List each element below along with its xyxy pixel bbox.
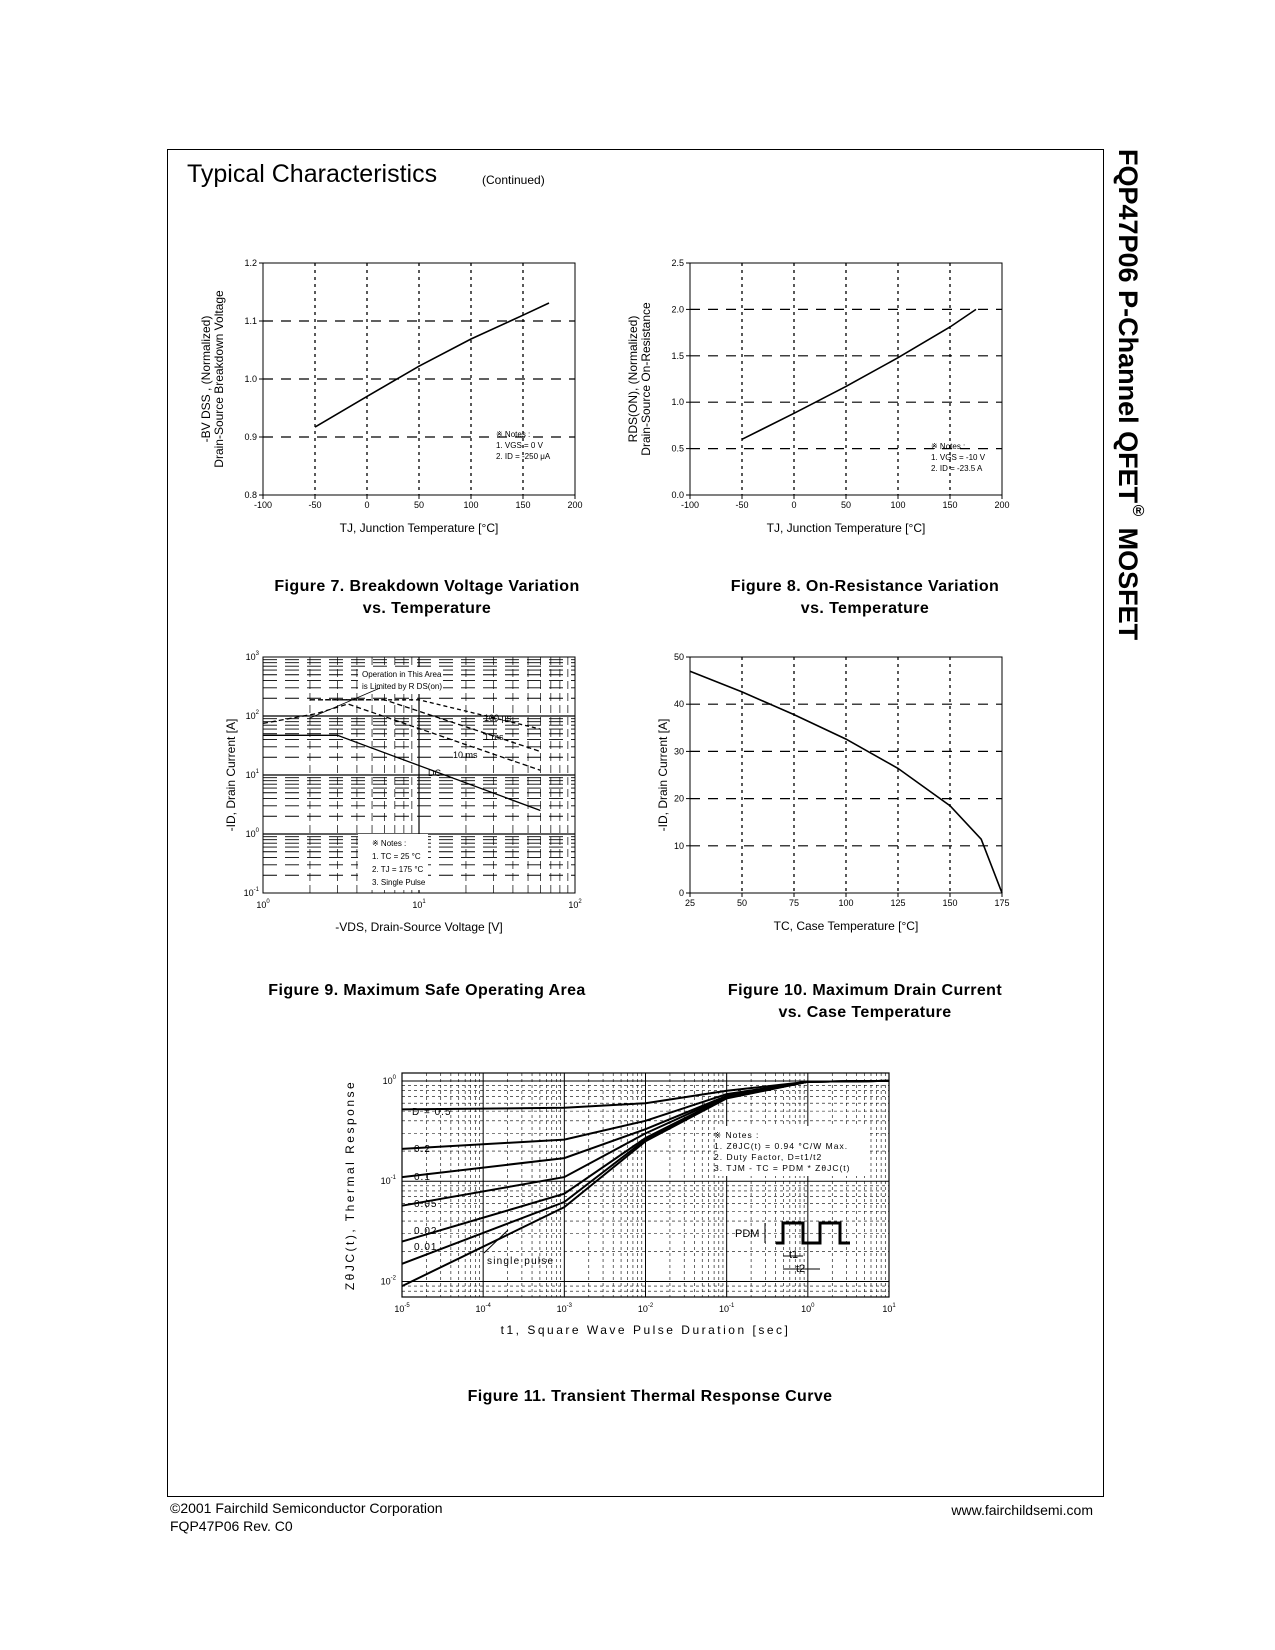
fig11-note: 2. Duty Factor, D=t1/t2 [714, 1152, 823, 1162]
side-part-number: FQP47P06 [1113, 149, 1143, 283]
fig7-ylabel: -BV DSS , (Normalized) [199, 315, 213, 443]
fig9-series-label: 10 ms [453, 750, 478, 760]
fig11-note: 3. TJM - TC = PDM * ZθJC(t) [714, 1163, 851, 1173]
fig10-tick-label-x: 125 [890, 898, 906, 908]
caption-fig11 [400, 1386, 900, 1408]
fig11-tick-label-y: $10^0$ [382, 1074, 396, 1086]
fig8-ylabel-group [626, 302, 653, 456]
fig7-tick-label-x: 100 [463, 500, 479, 510]
fig7-note: 2. ID = -250 μA [496, 452, 551, 461]
fig8-tick-label-x: 50 [840, 500, 852, 510]
fig7-tick-label-y: 0.8 [244, 490, 257, 500]
fig11-note: 1. ZθJC(t) = 0.94 °C/W Max. [714, 1141, 849, 1151]
fig8-tick-label-x: 200 [994, 500, 1010, 510]
fig9-tick-label-x: $10^2$ [568, 899, 582, 910]
fig11-tick-label-x: $10^{-2}$ [637, 1303, 654, 1314]
fig8-series-line [742, 309, 976, 439]
fig8-note: 1. VGS = -10 V [931, 453, 986, 462]
fig11-tick-label-x: $10^{-3}$ [556, 1303, 573, 1314]
side-product-tail: MOSFET [1113, 527, 1143, 641]
fig11-tick-label-x: $10^1$ [882, 1303, 896, 1314]
caption-fig8-line2: vs. Temperature [800, 600, 930, 617]
caption-fig9 [227, 980, 627, 1002]
fig9-note: 1. TC = 25 °C [372, 852, 421, 861]
fig7-tick-label-y: 1.2 [244, 258, 257, 268]
fig11-pulse-waveform [776, 1223, 850, 1243]
side-product-type: P-Channel QFET [1113, 290, 1143, 504]
fig10-ylabel-group [656, 719, 670, 832]
fig10-tick-label-x: 25 [684, 898, 696, 908]
fig11-tick-label-y: $10^{-2}$ [380, 1275, 396, 1287]
fig8-tick-label-x: 100 [890, 500, 906, 510]
fig8-tick-label-x: -50 [735, 500, 749, 510]
footer-copyright: ©2001 Fairchild Semiconductor Corporation [170, 1500, 443, 1516]
fig10-tick-label-y: 10 [673, 840, 684, 851]
fig9-series-label: DC [428, 768, 441, 778]
caption-fig7 [227, 576, 627, 620]
fig8-tick-label-x: 0 [791, 500, 797, 510]
fig10-xlabel: TC, Case Temperature [°C] [773, 919, 919, 933]
fig9-annotation-leader [310, 688, 380, 718]
fig9-tick-label-y: $10^0$ [245, 828, 259, 839]
fig11-inset-pdm: PDM [735, 1228, 760, 1240]
fig9-note: 2. TJ = 175 °C [372, 865, 424, 874]
fig8-tick-label-y: 2.0 [671, 304, 684, 315]
fig9-xlabel: -VDS, Drain-Source Voltage [V] [335, 920, 503, 934]
fig11-series-label: 0.1 [414, 1172, 431, 1183]
fig11-inset-t2: t2 [796, 1263, 806, 1275]
fig11-series-label: 0.01 [414, 1242, 438, 1253]
fig8-tick-label-y: 1.0 [671, 397, 684, 408]
fig11-tick-label-x: $10^{-4}$ [475, 1303, 491, 1314]
fig8-tick-label-y: 0.0 [671, 490, 684, 500]
page-title: Typical Characteristics [187, 160, 438, 188]
fig7-tick-label-x: 200 [567, 500, 583, 510]
caption-fig8-line1: Figure 8. On-Resistance Variation [730, 578, 1000, 595]
fig8-ylabel: Drain-Source On-Resistance [639, 302, 653, 456]
fig9-tick-label-y: $10^{-1}$ [243, 887, 259, 898]
caption-fig11-line1: Figure 11. Transient Thermal Response Curve [467, 1388, 833, 1405]
footer-revision: FQP47P06 Rev. C0 [170, 1518, 293, 1534]
fig11-series-label: 0.2 [414, 1144, 431, 1155]
fig11-series-label: 0.05 [414, 1199, 438, 1210]
fig11-note: ※ Notes : [714, 1130, 760, 1140]
fig7-tick-label-x: -100 [253, 500, 273, 510]
fig8-tick-label-x: -100 [680, 500, 700, 510]
fig9-note: 3. Single Pulse [372, 878, 426, 887]
fig7-tick-label-y: 1.0 [244, 374, 257, 384]
caption-fig9-line1: Figure 9. Maximum Safe Operating Area [268, 982, 586, 999]
caption-fig10 [665, 980, 1065, 1024]
fig7-tick-label-y: 0.9 [244, 432, 257, 442]
fig10-tick-label-x: 50 [736, 898, 748, 908]
fig8-tick-label-y: 2.5 [671, 258, 684, 268]
fig11-tick-label-x: $10^{-5}$ [394, 1303, 410, 1314]
fig9-tick-label-y: $10^2$ [245, 710, 259, 721]
fig11-inset-t1: t1 [789, 1249, 799, 1261]
fig10-series-line [690, 671, 1002, 893]
fig8-tick-label-y: 0.5 [671, 443, 684, 454]
fig10-tick-label-y: 40 [673, 699, 684, 710]
fig7-series-line [315, 303, 549, 427]
fig9-series-label: 1 ms [484, 732, 504, 742]
fig11-tick-label-y: $10^{-1}$ [380, 1175, 396, 1187]
fig11-ylabel: ZθJC(t), Thermal Response [343, 1079, 357, 1291]
fig8-tick-label-x: 150 [942, 500, 958, 510]
fig10-ylabel: -ID, Drain Current [A] [656, 718, 670, 832]
fig9-series-label: 100 µs [484, 713, 512, 723]
fig9-tick-label-y: $10^3$ [245, 651, 259, 662]
fig9-tick-label-x: $10^1$ [412, 899, 426, 910]
fig10-tick-label-x: 75 [788, 898, 800, 908]
fig8-note: ※ Notes : [931, 442, 966, 451]
fig11-tick-label-x: $10^{-1}$ [718, 1303, 735, 1314]
caption-fig8 [665, 576, 1065, 620]
fig9-ylabel: -ID, Drain Current [A] [224, 718, 238, 832]
fig7-tick-label-x: -50 [308, 500, 322, 510]
fig10-tick-label-y: 20 [673, 793, 684, 804]
fig7-tick-label-x: 50 [413, 500, 425, 510]
fig11-series-label: single pulse [487, 1256, 555, 1267]
fig7-note: ※ Notes : [496, 430, 531, 439]
fig7-note: 1. VGS = 0 V [496, 441, 543, 450]
fig7-ylabel: Drain-Source Breakdown Voltage [212, 290, 226, 468]
fig10-tick-label-y: 50 [673, 652, 684, 662]
fig8-note: 2. ID = -23.5 A [931, 464, 983, 473]
fig11-tick-label-x: $10^0$ [801, 1303, 815, 1314]
caption-fig10-line1: Figure 10. Maximum Drain Current [727, 982, 1003, 999]
fig10-tick-label-y: 0 [678, 888, 684, 898]
fig9-annotation-line1: Operation in This Area [362, 670, 442, 679]
caption-fig7-line2: vs. Temperature [362, 600, 492, 617]
fig7-tick-label-x: 0 [364, 500, 370, 510]
fig7-xlabel: TJ, Junction Temperature [°C] [339, 521, 499, 535]
fig7-tick-label-x: 150 [515, 500, 531, 510]
fig10-tick-label-y: 30 [673, 746, 684, 757]
fig8-ylabel: RDS(ON), (Normalized) [626, 315, 640, 443]
fig8-tick-label-y: 1.5 [671, 350, 684, 361]
fig9-tick-label-x: $10^0$ [256, 899, 270, 910]
fig9-note: ※ Notes : [372, 839, 407, 848]
caption-fig10-line2: vs. Case Temperature [778, 1004, 952, 1021]
caption-fig7-line1: Figure 7. Breakdown Voltage Variation [274, 578, 580, 595]
fig9-series-2 [310, 700, 540, 752]
continued-label: (Continued) [482, 173, 545, 187]
fig7-ylabel-group [199, 290, 226, 468]
fig10-tick-label-x: 150 [942, 898, 958, 908]
fig10-tick-label-x: 100 [838, 898, 854, 908]
fig7-tick-label-y: 1.1 [244, 316, 257, 326]
footer-url: www.fairchildsemi.com [951, 1502, 1093, 1518]
side-registered: ® [1130, 503, 1147, 521]
fig11-series-label: 0.02 [414, 1226, 438, 1237]
fig10-tick-label-x: 175 [994, 898, 1010, 908]
fig11-series-label: D = 0.5 [412, 1107, 452, 1118]
fig9-tick-label-y: $10^1$ [245, 769, 259, 780]
fig11-xlabel: t1, Square Wave Pulse Duration [sec] [500, 1323, 791, 1337]
fig8-xlabel: TJ, Junction Temperature [°C] [766, 521, 926, 535]
fig9-annotation-line2: is Limited by R DS(on) [362, 682, 443, 691]
